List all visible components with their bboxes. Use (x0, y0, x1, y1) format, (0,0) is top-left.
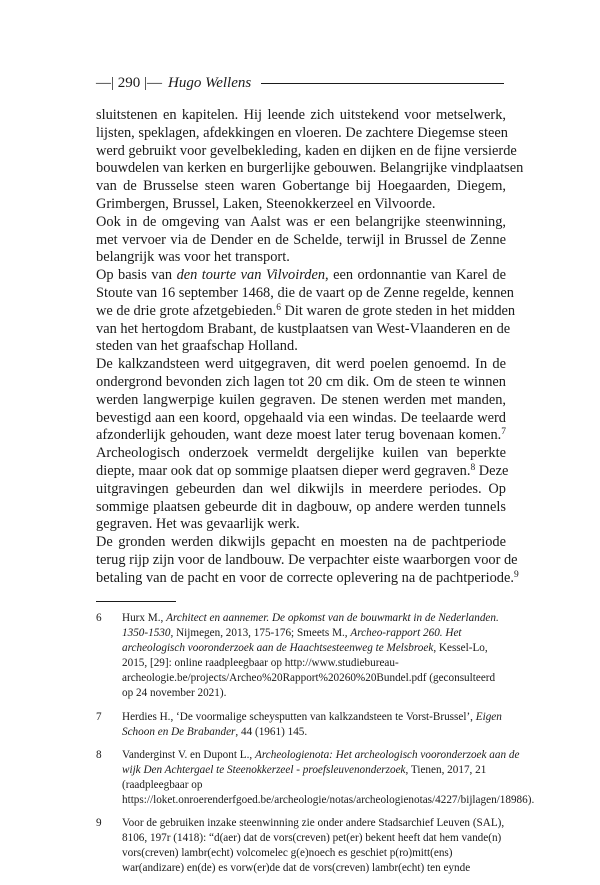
paragraph-5 (96, 534, 519, 587)
footnotes (96, 611, 535, 885)
text-line: sluitstenen en kapitelen. Hij leende zich uitstekend voor metselwerk, (96, 107, 506, 123)
footnote-ref-6[interactable]: 6 (276, 302, 281, 313)
text-line: bevestigd aan een koord, opgehaald via een windas. De teelaarde werd (96, 409, 506, 426)
text-line: van de Brusselse steen waren Gobertange bij Hoegaarden, Diegem, (96, 178, 506, 195)
text-line: Stoute van 16 september 1468, die de vaart op de Zenne regelde, kennen (96, 284, 514, 301)
footnote-text: Herdies H., ‘De voormalige scheysputten van kalkzandsteen te Vorst-Brussel’, Eigen Schoon en De Brabander, 44 (1961) 145. (122, 710, 502, 738)
paragraph-1 (96, 107, 524, 214)
footnote-number: 8 (96, 748, 102, 761)
text-line: uitgravingen gebeurden dan wel dikwijls in meerdere periodes. Op (96, 480, 506, 497)
text-line: sommige plaatsen gebeurde dit in dagbouw, op andere werden tunnels (96, 498, 506, 515)
footnote-6 (96, 611, 506, 702)
text-line: werden langwerpige kuilen gegraven. De stenen werden met manden, (96, 391, 506, 408)
text-line: De kalkzandsteen werd uitgegraven, dit werd poelen genoemd. In de (96, 356, 506, 373)
text-line: bouwdelen van kerken en burgerlijke gebouwen. Belangrijke vindplaatsen (96, 160, 524, 177)
footnote-separator (96, 601, 176, 602)
footnote-number: 6 (96, 612, 102, 624)
footnote-text: Hurx M., Architect en aannemer. De opkomst van de bouwmarkt in de Nederlanden. 1350-1530, Nijmegen, 2013, 175-176; Smeets M., Archeo-rapport 260. Het archeologisch vooronderzoek aan de Haachtsesteenweg te Melsbroek, Kessel-Lo, 2015, [29]: online raadpleegbaar op http://www.studiebureau-archeologie.be/projects/Archeo%20Rapport%20260%20Bundel.pdf (geconsulteerd op 24 november 2021). (122, 612, 499, 700)
footnote-text: Voor de gebruiken inzake steenwinning zie onder andere Stadsarchief Leuven (SAL), 8106, 197r (1418): “d(aer) dat de vors(creven) pet(er) bekent heeft dat hem vande(n) vors(creven) lambr(echt) volcomelec g(e)noech es geschiet p(ro)mitt(ens) war(andizare) en(de) es vorw(er)de dat de vors(creven) lambr(echt) ten eynde (122, 817, 505, 875)
body-text (96, 107, 524, 588)
footnote-ref-7[interactable]: 7 (501, 427, 506, 438)
running-header (96, 73, 504, 93)
text-line: ondergrond bevonden zich lagen tot 20 cm dik. Om de steen te winnen (96, 373, 506, 390)
text-line: lijsten, speklagen, afdekkingen en vloeren. De zachtere Diegemse steen (96, 124, 508, 141)
text-line: Grimbergen, Brussel, Laken, Steenokkerzeel en Vilvoorde. (96, 195, 436, 212)
footnote-7 (96, 710, 506, 740)
text-line: steden van het graafschap Holland. (96, 338, 298, 355)
text-line: betaling van de pacht en voor de correcte oplevering na de pachtperiode.$^9$ (96, 569, 519, 586)
paragraph-4 (96, 356, 509, 534)
text-line: afzonderlijk gehouden, want deze moest later terug bovenaan komen.$^7$ (96, 427, 506, 444)
footnote-number: 7 (96, 710, 102, 723)
text-line: De gronden werden dikwijls gepacht en moesten na de pachtperiode (96, 534, 506, 551)
text-line: gegraven. Het was gevaarlijk werk. (96, 516, 300, 533)
text-line: Ook in de omgeving van Aalst was er een belangrijke steenwinning, (96, 213, 506, 230)
footnote-8 (96, 748, 535, 808)
text-line: van het hertogdom Brabant, de kustplaatsen van West-Vlaanderen en de (96, 320, 511, 337)
text-line: Archeologisch onderzoek vermeldt dergelijke kuilen van beperkte (96, 445, 506, 462)
footnote-number: 9 (96, 817, 102, 830)
paragraph-2 (96, 214, 506, 267)
page-number: —| 290 |— (96, 74, 163, 91)
text-line: werd gebruikt voor gevelbekleding, kaden en dijken en de fijne versierde (96, 142, 517, 159)
running-author: Hugo Wellens (168, 74, 252, 91)
text-line: Op basis van den tourte van Vilvoirden, een ordonnantie van Karel de (96, 267, 507, 284)
footnote-text: Vanderginst V. en Dupont L., Archeologienota: Het archeologisch vooronderzoek aan de wijk Den Achtergael te Steenokkerzeel - proefsleuvenonderzoek, Tienen, 2017, 21 (raadpleegbaar op https://loket.onroerenderfgoed.be/archeologie/notas/archeologienotas/4227/bijlagen/18986). (122, 748, 535, 807)
text-line: belangrijk was voor het transport. (96, 249, 290, 266)
text-line: met vervoer via de Dender en de Schelde, terwijl in Brussel de Zenne (96, 231, 506, 248)
paragraph-3 (96, 267, 516, 356)
footnote-ref-9[interactable]: 9 (513, 569, 519, 580)
text-line: terug rijp zijn voor de landbouw. De verpachter eiste waarborgen voor de (96, 551, 518, 568)
text-line: we de drie grote afzetgebieden.$^6$ Dit waren de grote steden in het midden (96, 302, 516, 319)
header-rule (261, 83, 504, 84)
ordinance-title: den tourte van Vilvoirden (176, 267, 326, 284)
footnote-ref-8[interactable]: 8 (470, 462, 476, 473)
footnote-9 (96, 816, 506, 876)
text-line: diepte, maar ook dat op sommige plaatsen dieper werd gegraven.$^8$ Deze (96, 462, 509, 479)
